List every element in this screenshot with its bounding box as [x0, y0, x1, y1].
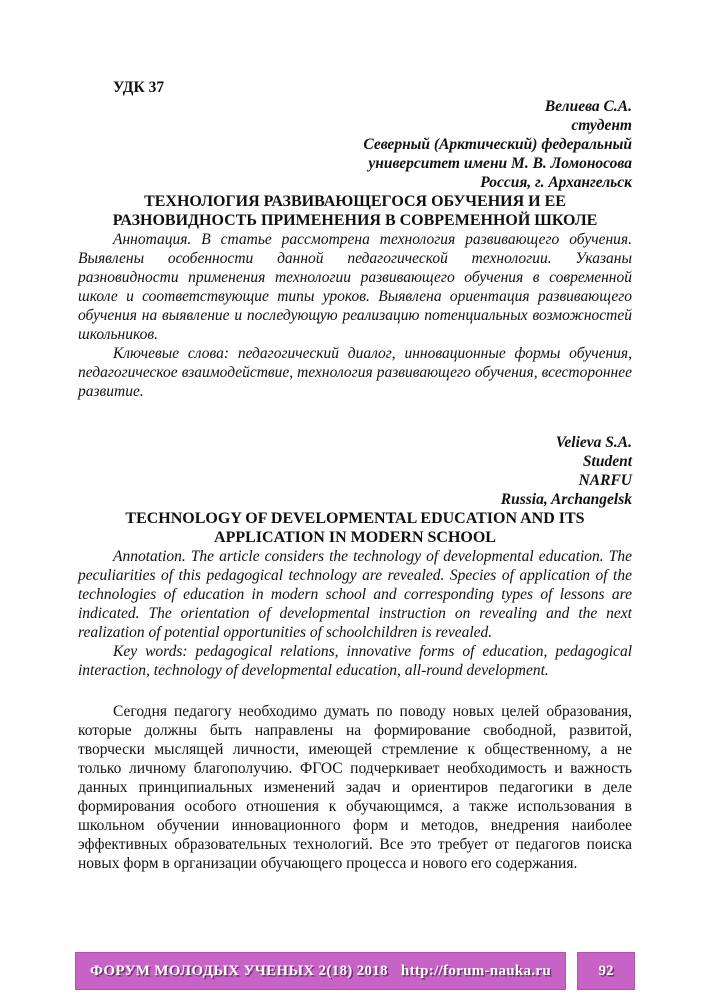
page-footer	[75, 952, 635, 990]
ru-author-name: Велиева С.А.	[544, 98, 632, 115]
en-article-title: TECHNOLOGY OF DEVELOPMENTAL EDUCATION AND ITS APPLICATION IN MODERN SCHOOL	[125, 510, 585, 546]
footer-site-url: http://forum-nauka.ru	[400, 962, 551, 979]
ru-author-affiliation-line2: университет имени М. В. Ломоносова	[368, 155, 632, 172]
ru-keywords-paragraph: Ключевые слова: педагогический диалог, инновационные формы обучения, педагогическое взаимодействие, технология развивающего обучения, всестороннее развитие.	[78, 345, 632, 400]
footer-bar	[75, 952, 566, 990]
section-gap	[78, 680, 632, 702]
en-keywords-paragraph: Key words: pedagogical relations, innovative forms of education, pedagogical interaction, technology of developmental education, all-round development.	[78, 643, 632, 679]
en-author-name: Velieva S.A.	[555, 434, 632, 451]
ru-author-role: студент	[571, 117, 632, 134]
en-author-affiliation: NARFU	[578, 472, 632, 489]
udc-label: УДК 37	[113, 79, 165, 96]
ru-author-location: Россия, г. Архангельск	[480, 174, 632, 191]
en-author-location: Russia, Archangelsk	[500, 491, 632, 508]
footer-page-number: 92	[577, 952, 635, 990]
section-gap	[78, 401, 632, 433]
ru-annotation-paragraph: Аннотация. В статье рассмотрена технология развивающего обучения. Выявлены особенности данной педагогической технологии. Указаны разновидности применения технологии развивающего обучения в современной школе и соответствующие типы уроков. Выявлена ориентация развивающего обучения на выявление и последующую реализацию потенциальных возможностей школьников.	[78, 231, 632, 343]
en-author-block	[78, 433, 632, 509]
ru-article-title: ТЕХНОЛОГИЯ РАЗВИВАЮЩЕГОСЯ ОБУЧЕНИЯ И ЕЕ РАЗНОВИДНОСТЬ ПРИМЕНЕНИЯ В СОВРЕМЕННОЙ ШКОЛЕ	[112, 193, 598, 229]
footer-journal-title: ФОРУМ МОЛОДЫХ УЧЕНЫХ 2(18) 2018	[90, 962, 388, 979]
article-content	[78, 78, 632, 873]
ru-author-affiliation-line1: Северный (Арктический) федеральный	[363, 136, 632, 153]
body-paragraph: Сегодня педагогу необходимо думать по поводу новых целей образования, которые должны быть направлены на формирование свободной, развитой, творчески мыслящей личности, имеющей стремление к общественному, а не только личному благополучию. ФГОС подчеркивает необходимость и важность данных принципиальных изменений задач и ориентиров педагогики в деле формирования особого отношения к обучающимся, а также использования в школьном обучении инновационного форм и методов, внедрения наиболее эффективных образовательных технологий. Все это требует от педагогов поиска новых форм в организации обучающего процесса и нового его содержания.	[78, 703, 632, 872]
en-annotation-paragraph: Annotation. The article considers the technology of developmental education. The peculiarities of this pedagogical technology are revealed. Species of application of the technologies of education in modern school and corresponding types of lessons are indicated. The orientation of developmental instruction on revealing and the next realization of potential opportunities of schoolchildren is revealed.	[78, 548, 632, 641]
en-author-role: Student	[582, 453, 632, 470]
ru-author-block	[78, 97, 632, 192]
